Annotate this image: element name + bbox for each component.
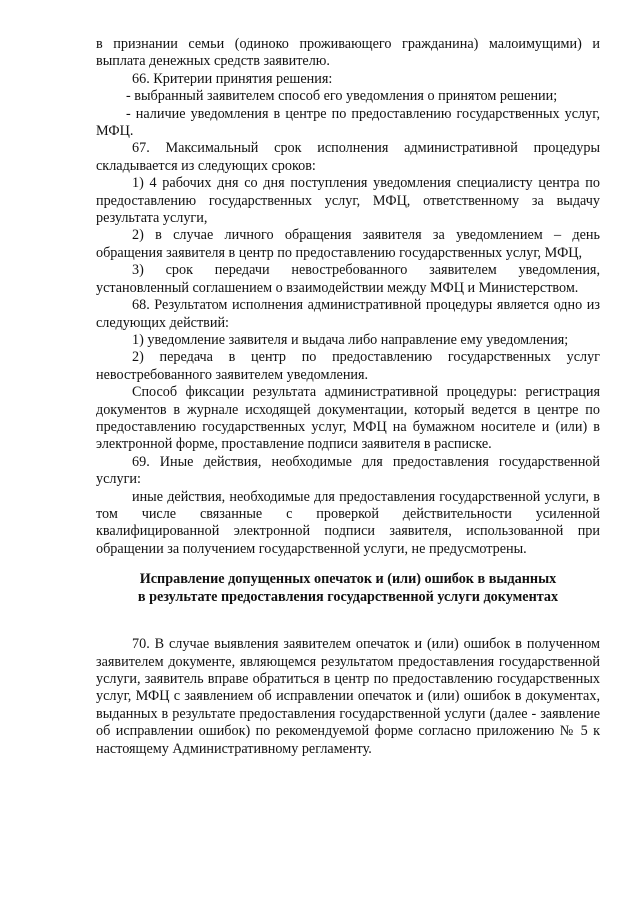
document-body <box>96 36 600 758</box>
item-69-body: иные действия, необходимые для предоставления государственной услуги, в том числе связанные с проверкой действительности усиленной квалифицированной электронной подписи заявителя, использованной при обращении за получением государственной услуги, не предусмотрены. <box>96 488 600 557</box>
item-66-criterion-1: - выбранный заявителем способ его уведомления о принятом решении; <box>126 88 558 105</box>
item-70-paragraph: 70. В случае выявления заявителем опечаток и (или) ошибок в полученном заявителем документе, являющемся результатом предоставления государственной услуги, заявитель вправе обратиться в центр по предоставлению государственных услуг, МФЦ с заявлением об исправлении опечаток и (или) ошибок в документах, выданных в результате предоставления государственной услуги (далее - заявление об исправлении ошибок) по рекомендуемой форме согласно приложению № 5 к настоящему Административному регламенту. <box>96 636 600 757</box>
item-68-fixation-method: Способ фиксации результата административной процедуры: регистрация документов в журнале исходящей документации, который ведется в центре по предоставлению государственных услуг, МФЦ на бумажном носителе и (или) в электронной форме, проставление подписи заявителя в расписке. <box>96 384 600 453</box>
section-heading-line-1: Исправление допущенных опечаток и (или) ошибок в выданных <box>139 571 557 588</box>
spacer <box>96 606 600 636</box>
item-66-criterion-2: - наличие уведомления в центре по предоставлению государственных услуг, МФЦ. <box>96 105 600 140</box>
section-heading <box>96 570 600 606</box>
paragraph-continuation: в признании семьи (одиноко проживающего гражданина) малоимущими) и выплата денежных средств заявителю. <box>96 36 600 70</box>
item-66-heading: 66. Критерии принятия решения: <box>132 70 333 87</box>
item-67-heading: 67. Максимальный срок исполнения административной процедуры складывается из следующих сроков: <box>96 140 600 174</box>
section-heading-line-2: в результате предоставления государственной услуги документах <box>137 589 559 606</box>
item-67-term-1: 1) 4 рабочих дня со дня поступления уведомления специалисту центра по предоставлению государственных услуг, МФЦ, ответственному за выдачу результата услуги, <box>96 175 600 227</box>
item-68-action-1: 1) уведомление заявителя и выдача либо направление ему уведомления; <box>132 331 569 348</box>
item-67-term-3: 3) срок передачи невостребованного заявителем уведомления, установленный соглашением о взаимодействии между МФЦ и Министерством. <box>96 262 600 296</box>
item-69-heading: 69. Иные действия, необходимые для предоставления государственной услуги: <box>96 453 600 488</box>
item-67-term-2: 2) в случае личного обращения заявителя за уведомлением – день обращения заявителя в центр по предоставлению государственных услуг, МФЦ, <box>96 227 600 261</box>
item-68-heading: 68. Результатом исполнения административной процедуры является одно из следующих действий: <box>96 297 600 331</box>
item-68-action-2: 2) передача в центр по предоставлению государственных услуг невостребованного заявителем уведомления. <box>96 349 600 383</box>
